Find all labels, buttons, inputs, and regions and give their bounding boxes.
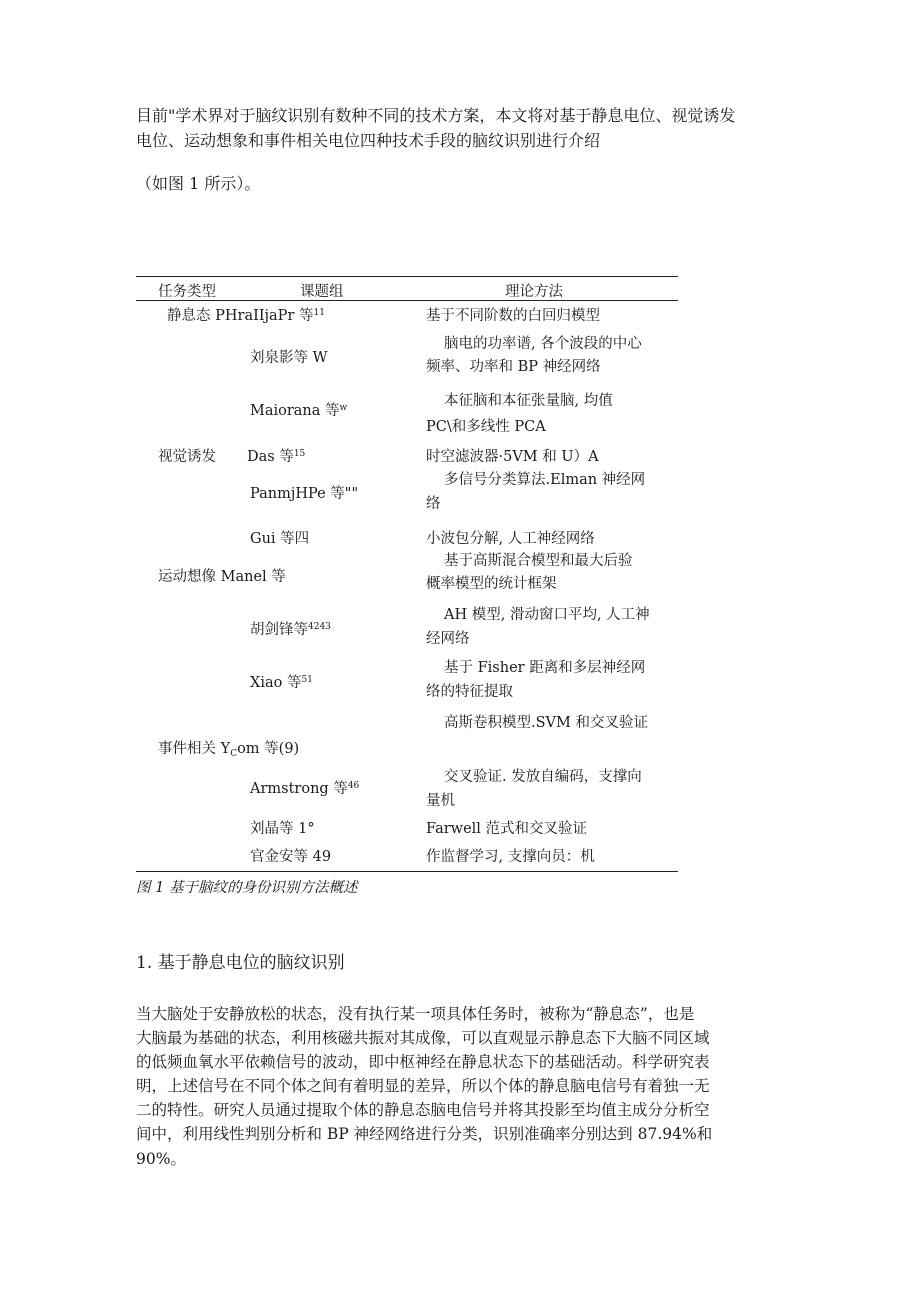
- table-header-rule: [136, 300, 678, 301]
- table-cell-method: 经网络: [426, 631, 470, 647]
- intro-line-1: 目前"学术界对于脑纹识别有数种不同的技术方案，本文将对基于静息电位、视觉诱发: [136, 106, 736, 125]
- section-heading: 1. 基于静息电位的脑纹识别: [136, 953, 345, 973]
- table-cell-group: Gui 等四: [250, 531, 310, 547]
- table-cell-task: 静息态 PHraIIjaPr 等$^{11}$: [167, 308, 325, 324]
- table-cell-group: 官金安等 49: [250, 849, 332, 865]
- header-task-type: 任务类型: [158, 284, 216, 300]
- table-top-rule: [136, 276, 678, 277]
- table-cell-method: AH 模型, 滑动窗口平均, 人工神: [444, 607, 650, 623]
- table-cell-method: 频率、功率和 BP 神经网络: [426, 359, 601, 375]
- header-method: 理论方法: [505, 284, 563, 300]
- table-cell-method: 概率模型的统计框架: [426, 576, 557, 592]
- table-cell-method: 交叉验证. 发放自编码，支撑向: [444, 769, 642, 785]
- table-cell-method: 高斯卷积模型.SVM 和交叉验证: [444, 715, 648, 731]
- table-bottom-rule: [136, 871, 678, 872]
- figure-caption: 图 1 基于脑纹的身份识别方法概述: [136, 880, 358, 896]
- body-line: 间中，利用线性判别分析和 BP 神经网络进行分类，识别准确率分别达到 87.94%和: [136, 1125, 713, 1143]
- header-group: 课题组: [300, 284, 344, 300]
- table-cell-method: 小波包分解, 人工神经网络: [426, 531, 595, 547]
- body-line: 明，上述信号在不同个体之间有着明显的差异，所以个体的静息脑电信号有着独一无: [136, 1077, 710, 1095]
- table-cell-method: 络: [426, 496, 441, 512]
- intro-line-3: （如图 1 所示）。: [136, 174, 261, 193]
- table-cell-method: 基于高斯混合模型和最大后验: [444, 553, 633, 569]
- table-cell-group: Maiorana 等$^w$: [250, 403, 348, 419]
- table-cell-method: 脑电的功率谱, 各个波段的中心: [444, 336, 642, 352]
- table-cell-method: 多信号分类算法.Elman 神经网: [444, 472, 646, 488]
- table-cell-method: 时空滤波器·5VM 和 U）A: [426, 449, 599, 465]
- body-line: 90%。: [136, 1150, 186, 1168]
- table-cell-method: PC\和多线性 PCA: [426, 419, 546, 435]
- body-line: 二的特性。研究人员通过提取个体的静息态脑电信号并将其投影至均值主成分分析空: [136, 1101, 710, 1119]
- table-cell-group: PanmjHPe 等"": [250, 486, 359, 502]
- body-line: 的低频血氧水平依赖信号的波动，即中枢神经在静息状态下的基础活动。科学研究表: [136, 1053, 710, 1071]
- table-cell-method: 本征脑和本征张量脑, 均值: [444, 393, 613, 409]
- table-cell-method: 基于 Fisher 距离和多层神经网: [444, 660, 646, 676]
- body-line: 当大脑处于安静放松的状态，没有执行某一项具体任务时，被称为“静息态”，也是: [136, 1005, 695, 1023]
- table-cell-method: 量机: [426, 793, 455, 809]
- table-cell-method: 作监督学习, 支撑向员：机: [426, 849, 595, 865]
- table-cell-task: 视觉诱发: [158, 449, 216, 465]
- table-cell-method: Farwell 范式和交叉验证: [426, 821, 588, 837]
- table-cell-group: Das 等$^{15}$: [247, 449, 306, 465]
- intro-line-2: 电位、运动想象和事件相关电位四种技术手段的脑纹识别进行介绍: [136, 131, 601, 150]
- table-cell-group: 胡剑锋等$^{4243}$: [250, 622, 331, 638]
- table-cell-method: 络的特征提取: [426, 684, 513, 700]
- table-cell-group: Xiao 等$^{51}$: [250, 675, 313, 691]
- table-cell-group: 刘泉影等 W: [250, 350, 328, 366]
- table-cell-group: 刘晶等 1°: [250, 821, 315, 837]
- table-cell-task: 运动想像 Manel 等: [158, 569, 286, 585]
- body-line: 大脑最为基础的状态，利用核磁共振对其成像，可以直观显示静息态下大脑不同区域: [136, 1029, 710, 1047]
- table-cell-group: Armstrong 等$^{46}$: [250, 781, 360, 797]
- table-cell-task: 事件相关 $Y_Com$ 等(9): [158, 741, 300, 759]
- table-cell-method: 基于不同阶数的白回归模型: [426, 308, 600, 324]
